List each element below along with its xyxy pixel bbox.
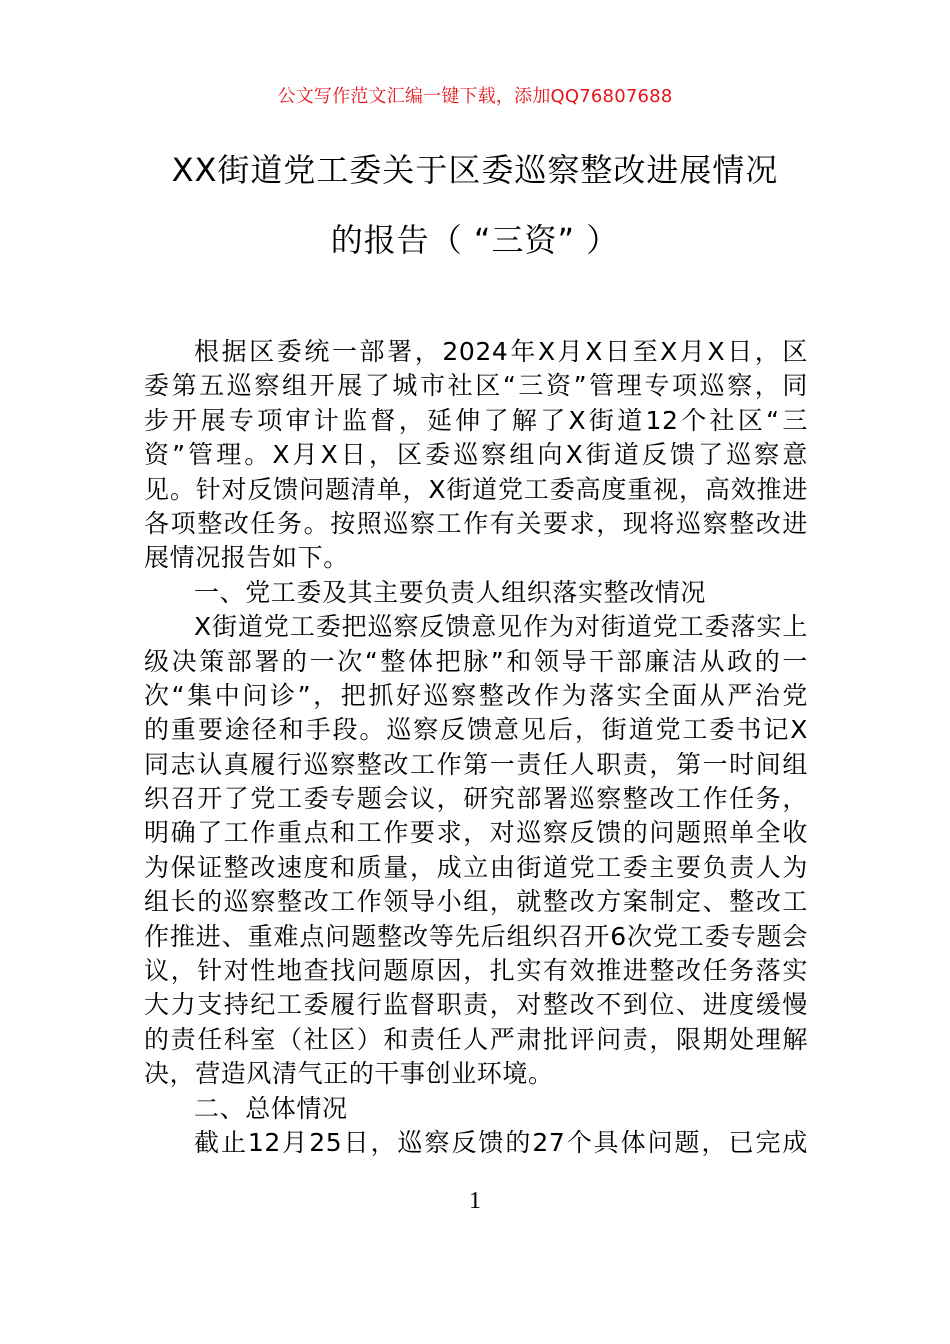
body-line: 各项整改任务。按照巡察工作有关要求，现将巡察整改进 (144, 508, 808, 538)
body-line: 决，营造风清气正的干事创业环境。 (144, 1059, 554, 1089)
body-line: 次“集中问诊”，把抓好巡察整改作为落实全面从严治党 (144, 680, 808, 710)
body-line: 资”管理。X月X日，区委巡察组向X街道反馈了巡察意 (144, 440, 808, 470)
body-line: 委第五巡察组开展了城市社区“三资”管理专项巡察，同 (144, 371, 808, 401)
body-line: 大力支持纪工委履行监督职责，对整改不到位、进度缓慢 (144, 990, 808, 1020)
document-title-line-2: 的报告（ “三资” ） (330, 221, 620, 259)
body-line: 作推进、重难点问题整改等先后组织召开6次党工委专题会 (144, 921, 808, 951)
document-title-line-1: XX街道党工委关于区委巡察整改进展情况 (171, 151, 779, 189)
body-line: 组长的巡察整改工作领导小组，就整改方案制定、整改工 (144, 887, 808, 917)
body-line: 同志认真履行巡察整改工作第一责任人职责，第一时间组 (144, 749, 808, 779)
body-line: 织召开了党工委专题会议，研究部署巡察整改工作任务， (144, 784, 808, 814)
body-line: 的责任科室（社区）和责任人严肃批评问责，限期处理解 (144, 1024, 808, 1054)
section-heading-2: 二、总体情况 (194, 1093, 348, 1123)
body-line: 见。针对反馈问题清单，X街道党工委高度重视，高效推进 (144, 474, 808, 504)
section-heading-1: 一、党工委及其主要负责人组织落实整改情况 (194, 577, 707, 607)
body-line: 根据区委统一部署，2024年X月X日至X月X日，区 (194, 337, 808, 366)
document-body (144, 335, 808, 1160)
body-line: 步开展专项审计监督，延伸了解了X街道12个社区“三 (144, 405, 808, 435)
body-line: 级决策部署的一次“整体把脉”和领导干部廉洁从政的一 (144, 646, 808, 676)
page-number: 1 (469, 1188, 481, 1214)
body-line: 明确了工作重点和工作要求，对巡察反馈的问题照单全收 (144, 818, 808, 848)
body-line: 议，针对性地查找问题原因，扎实有效推进整改任务落实 (144, 956, 808, 986)
body-line: X街道党工委把巡察反馈意见作为对街道党工委落实上 (194, 612, 808, 642)
body-line: 展情况报告如下。 (144, 543, 349, 573)
body-line: 的重要途径和手段。巡察反馈意见后，街道党工委书记X (144, 715, 808, 745)
body-line: 截止12月25日，巡察反馈的27个具体问题，已完成 (194, 1127, 808, 1157)
body-line: 为保证整改速度和质量，成立由街道党工委主要负责人为 (144, 852, 808, 882)
download-promo-note: 公文写作范文汇编一键下载，添加QQ76807688 (277, 86, 673, 107)
